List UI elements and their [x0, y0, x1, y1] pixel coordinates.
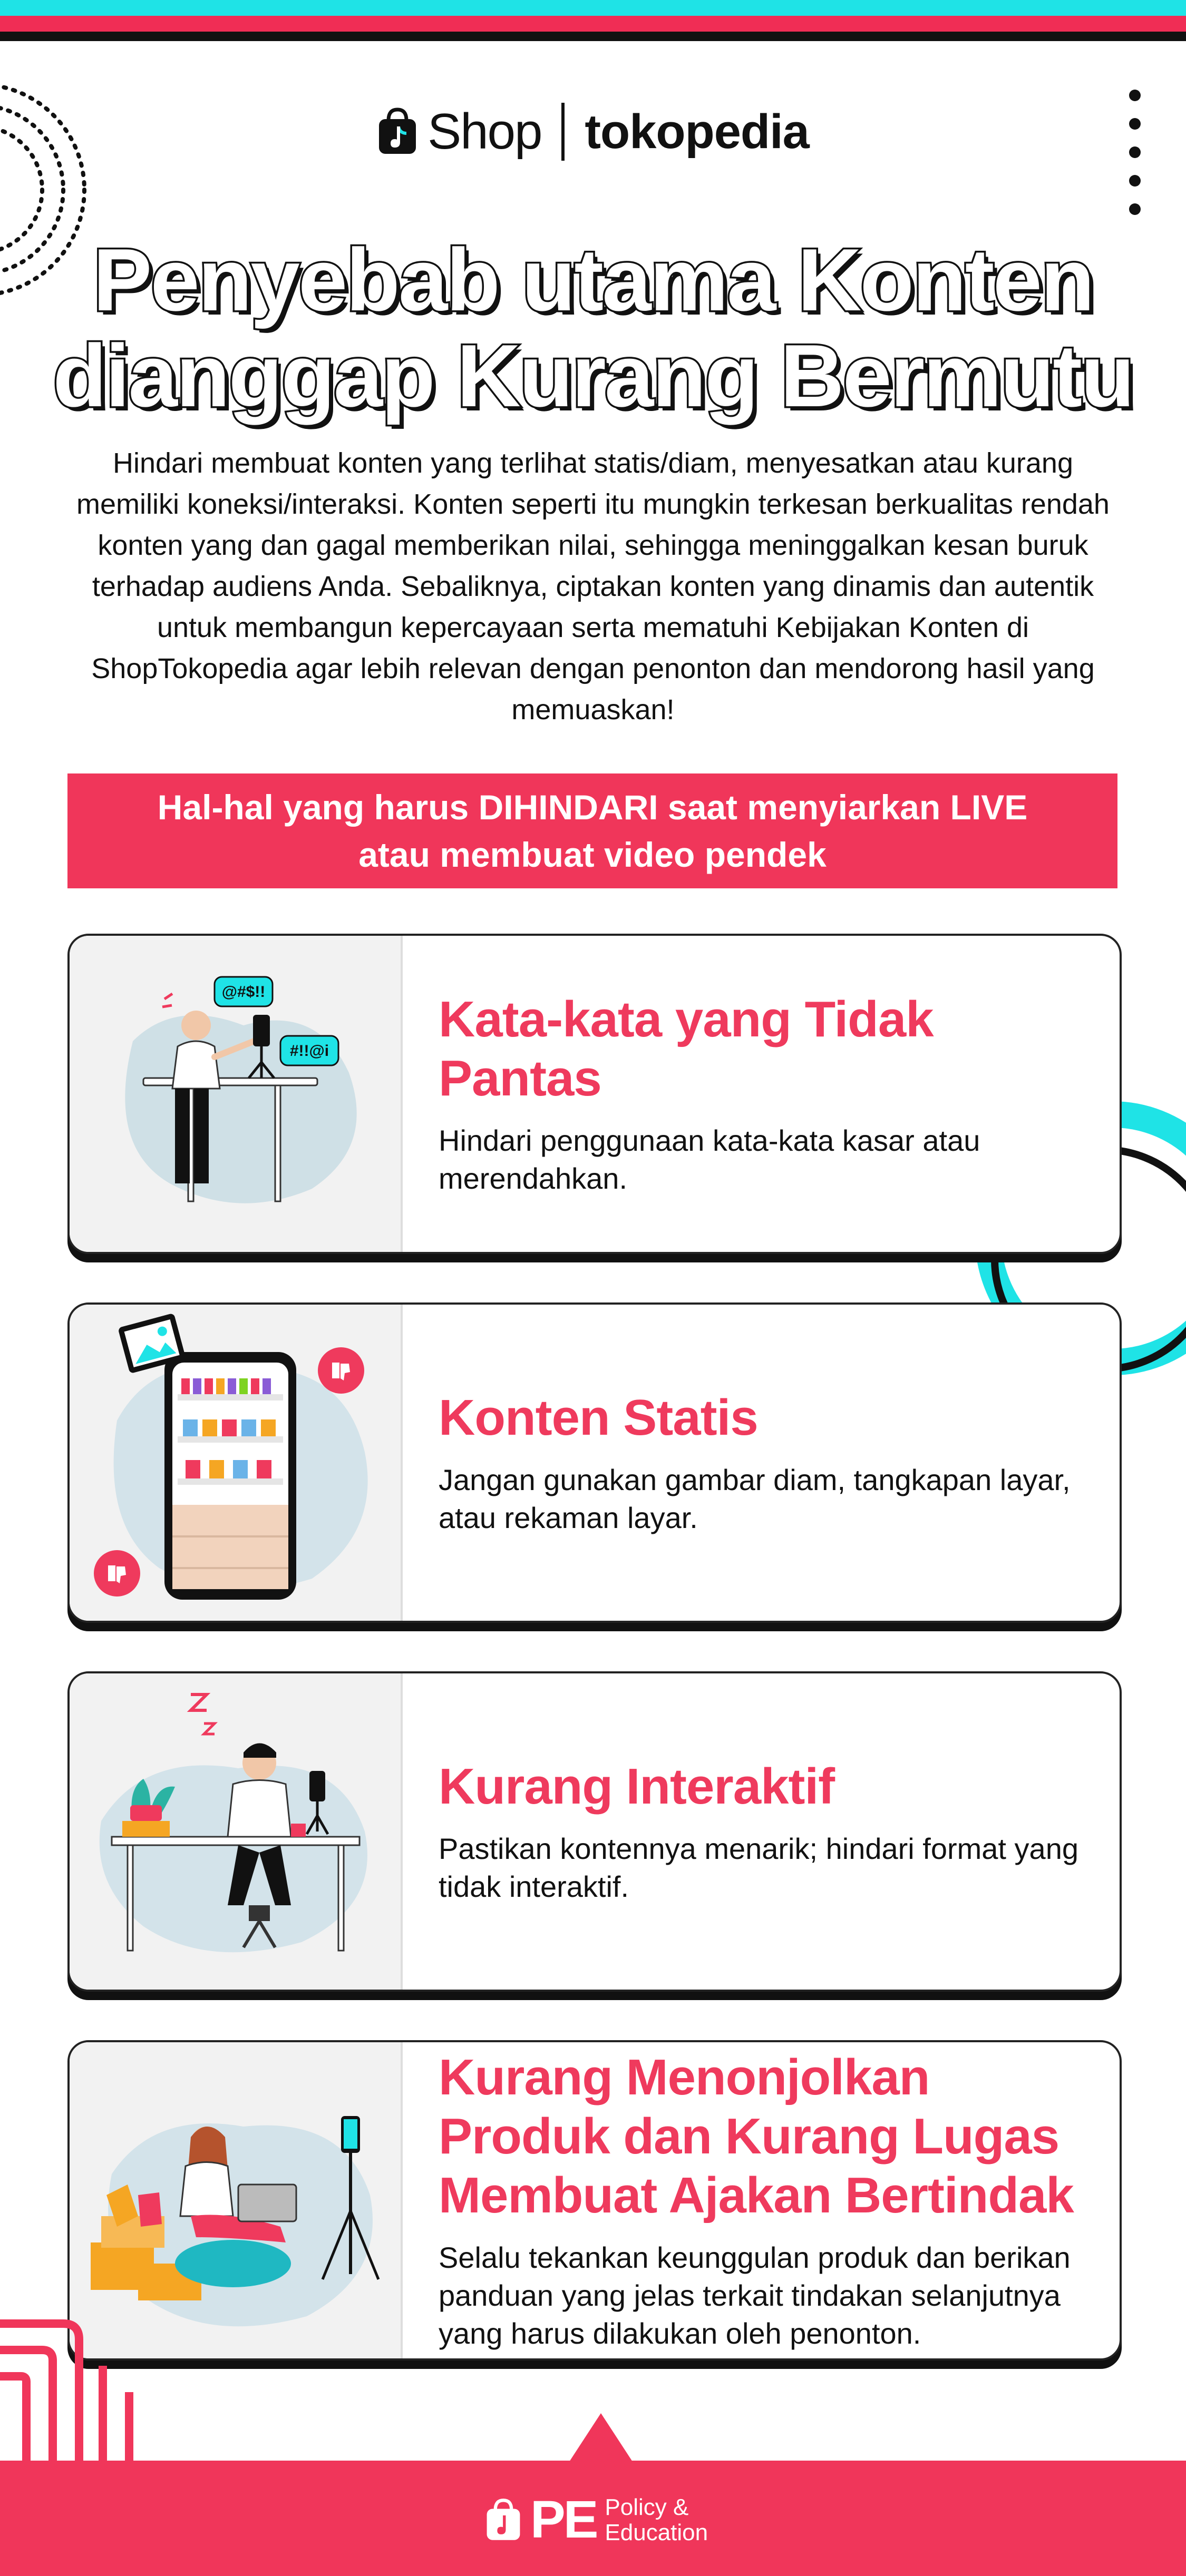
bored-person-desk-illustration: [70, 1673, 401, 1990]
speech-bubble-text-2: #!!@i: [289, 1042, 329, 1060]
card-title: Kurang Interaktif: [439, 1758, 835, 1815]
shopping-bag-icon: [485, 2498, 522, 2542]
card-title: Konten Statis: [439, 1389, 758, 1446]
intro-paragraph: Hindari membuat konten yang terlihat statis/diam, menyesatkan atau kurang memiliki koneksi/interaksi. Konten seperti itu mungkin terkesan berkualitas rendah konten yang dan gagal memberikan nilai, sehingga meninggalkan kesan buruk terhadap audiens Anda. Sebaliknya, ciptakan konten yang dinamis dan autentik untuk membangun kepercayaan serta mematuhi Kebijakan Konten di ShopTokopedia agar lebih relevan dengan penonton dan mendorong hasil yang memuaskan!: [76, 447, 1110, 726]
speech-bubble-text-1: @#$!!: [221, 983, 266, 1001]
brand-header: [0, 95, 1186, 169]
avoid-banner-text: Hal-hal yang harus DIHINDARI saat menyiarkan LIVE atau membuat video pendek: [157, 788, 1028, 874]
pe-label-line-2: Education: [605, 2519, 708, 2545]
card-content: [439, 2042, 1103, 2358]
top-stripe-black: [0, 32, 1186, 41]
phone-shelf-illustration: [70, 1305, 401, 1621]
title-line-1: Penyebab utama Konten: [93, 230, 1093, 329]
card-not-interactive: [67, 1671, 1122, 1992]
card-description: Pastikan kontennya menarik; hindari format yang tidak interaktif.: [439, 1832, 1078, 1903]
title-line-2: dianggap Kurang Bermutu: [53, 326, 1133, 425]
card-title: Kurang Menonjolkan Produk dan Kurang Lugas Membuat Ajakan Bertindak: [439, 2049, 1074, 2224]
card-title: Kata-kata yang Tidak Pantas: [439, 991, 934, 1106]
pe-mark: PE: [530, 2490, 597, 2549]
tokopedia-brand-label: tokopedia: [585, 104, 809, 159]
card-content: [439, 1305, 1103, 1621]
brand-divider: [561, 103, 565, 161]
person-speaking-illustration: [70, 936, 401, 1252]
card-content: [439, 936, 1103, 1252]
top-stripe-red: [0, 16, 1186, 32]
card-illustration: [70, 1305, 403, 1621]
top-stripe-cyan: [0, 0, 1186, 16]
shop-brand: [377, 103, 541, 161]
card-description: Selalu tekankan keunggulan produk dan berikan panduan yang jelas terkait tindakan selanjutnya yang harus dilakukan oleh penonton.: [439, 2241, 1071, 2350]
card-illustration: [70, 936, 403, 1252]
pe-label: [605, 2495, 708, 2545]
avoid-banner: [67, 773, 1117, 888]
page-title: [0, 232, 1186, 424]
shop-brand-label: Shop: [427, 103, 542, 160]
card-content: [439, 1673, 1103, 1990]
pe-label-line-1: Policy &: [605, 2494, 689, 2520]
policy-education-logo: [485, 2490, 708, 2550]
card-static-content: [67, 1302, 1122, 1623]
card-description: Hindari penggunaan kata-kata kasar atau merendahkan.: [439, 1124, 980, 1195]
card-product-cta: [67, 2040, 1122, 2360]
decorative-red-stripes: [0, 2308, 169, 2466]
card-description: Jangan gunakan gambar diam, tangkapan layar, atau rekaman layar.: [439, 1463, 1071, 1534]
card-inappropriate-words: [67, 934, 1122, 1254]
footer-notch: [569, 2413, 633, 2462]
shopping-bag-icon: [377, 107, 418, 156]
card-illustration: [70, 1673, 403, 1990]
